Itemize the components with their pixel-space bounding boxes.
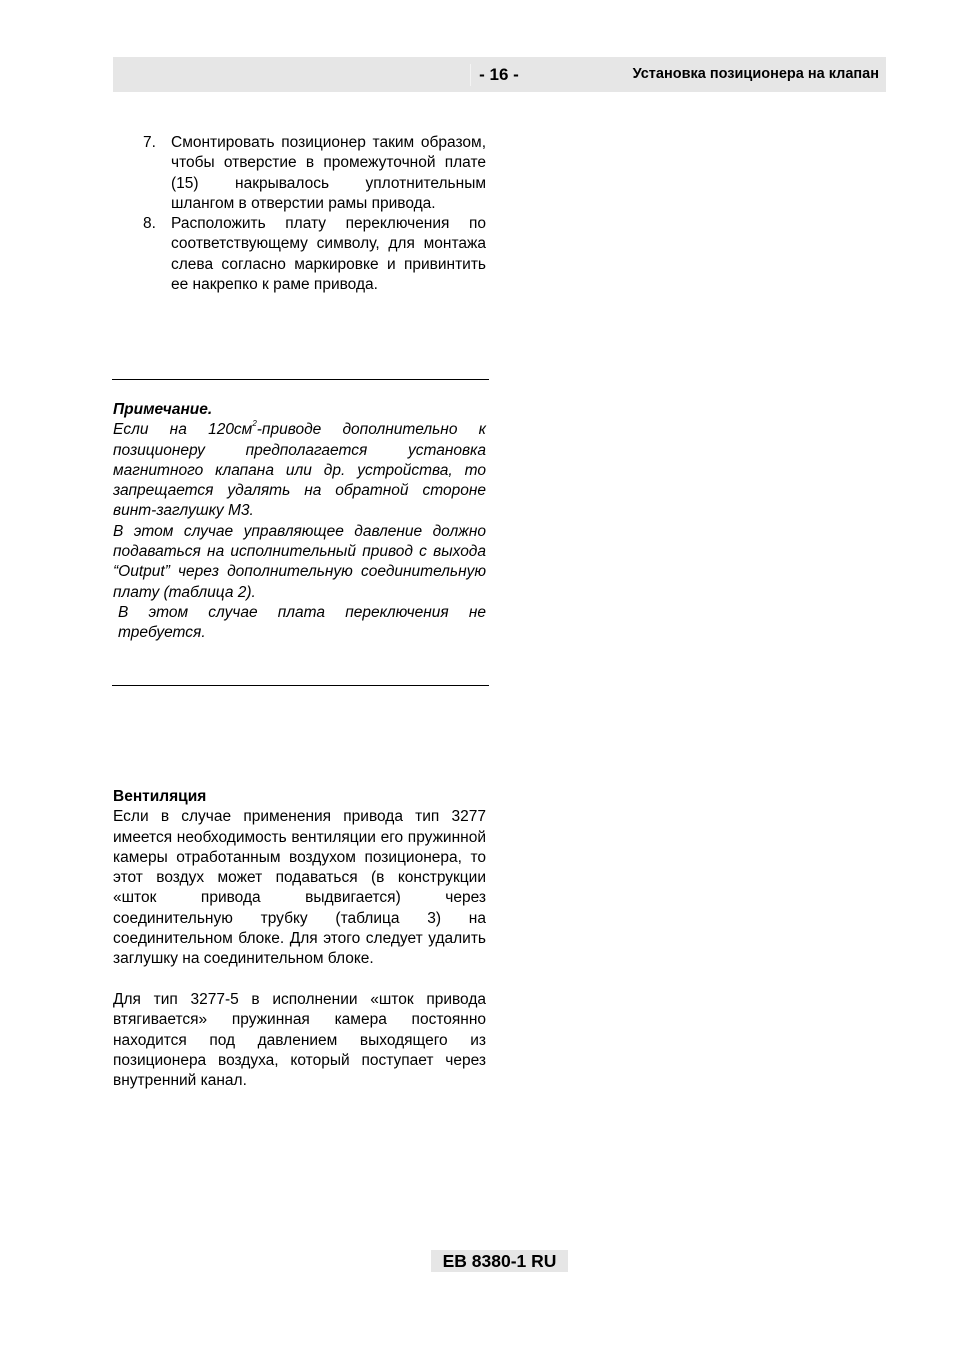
note-paragraph bbox=[113, 420, 486, 521]
note-title: Примечание. bbox=[113, 401, 213, 418]
ventilation-heading: Вентиляция bbox=[113, 788, 207, 805]
superscript: 2 bbox=[252, 419, 257, 429]
ventilation-paragraph: Если в случае применения привода тип 3277 имеется необходимость вентиляции его пружинной камеры отработанным воздухом позиционера, то этот воздух может подаваться (в конструкции «шток привода выдвигается) через соединительную трубку (таблица 3) на соединительном блоке. Для этого следует удалить заглушку на соединительном блоке. bbox=[113, 808, 486, 968]
note-paragraph: В этом случае плата переключения не требуется. bbox=[118, 603, 486, 642]
note-box bbox=[113, 400, 486, 644]
note-bottom-rule bbox=[112, 685, 489, 686]
step-text: Смонтировать позиционер таким образом, чтобы отверстие в промежуточной плате (15) накрывалось уплотнительным шлангом в отверстии рамы привода. bbox=[171, 134, 486, 212]
ventilation-paragraph: Для тип 3277-5 в исполнении «шток привода втягивается» пружинная камера постоянно находится под давлением выходящего из позиционера воздуха, который поступает через внутренний канал. bbox=[113, 990, 486, 1090]
section-title: Установка позиционера на клапан bbox=[632, 66, 879, 82]
note-top-rule bbox=[112, 379, 489, 380]
page-number: - 16 - bbox=[479, 65, 519, 84]
list-item bbox=[113, 214, 486, 295]
list-item bbox=[113, 133, 486, 214]
step-number: 8. bbox=[143, 215, 156, 233]
steps-list bbox=[113, 133, 486, 295]
ventilation-section bbox=[113, 787, 486, 1091]
step-number: 7. bbox=[143, 134, 156, 151]
note-text-before: Если на 120см bbox=[113, 421, 253, 439]
document-code: EB 8380-1 RU bbox=[431, 1250, 568, 1272]
note-text-after: -приводе дополнительно к позиционеру предполагается установка магнитного клапана или др. устройства, то запрещается удалять на обратной стороне винт-заглушку М3. bbox=[113, 421, 486, 520]
step-text: Расположить плату переключения по соответствующему символу, для монтажа слева согласно маркировке и привинтить ее накрепко к раме привода. bbox=[171, 215, 486, 294]
note-paragraph: В этом случае управляющее давление должно подаваться на исполнительный привод с выхода “Output” через дополнительную соединительную плату (таблица 2). bbox=[113, 522, 486, 601]
